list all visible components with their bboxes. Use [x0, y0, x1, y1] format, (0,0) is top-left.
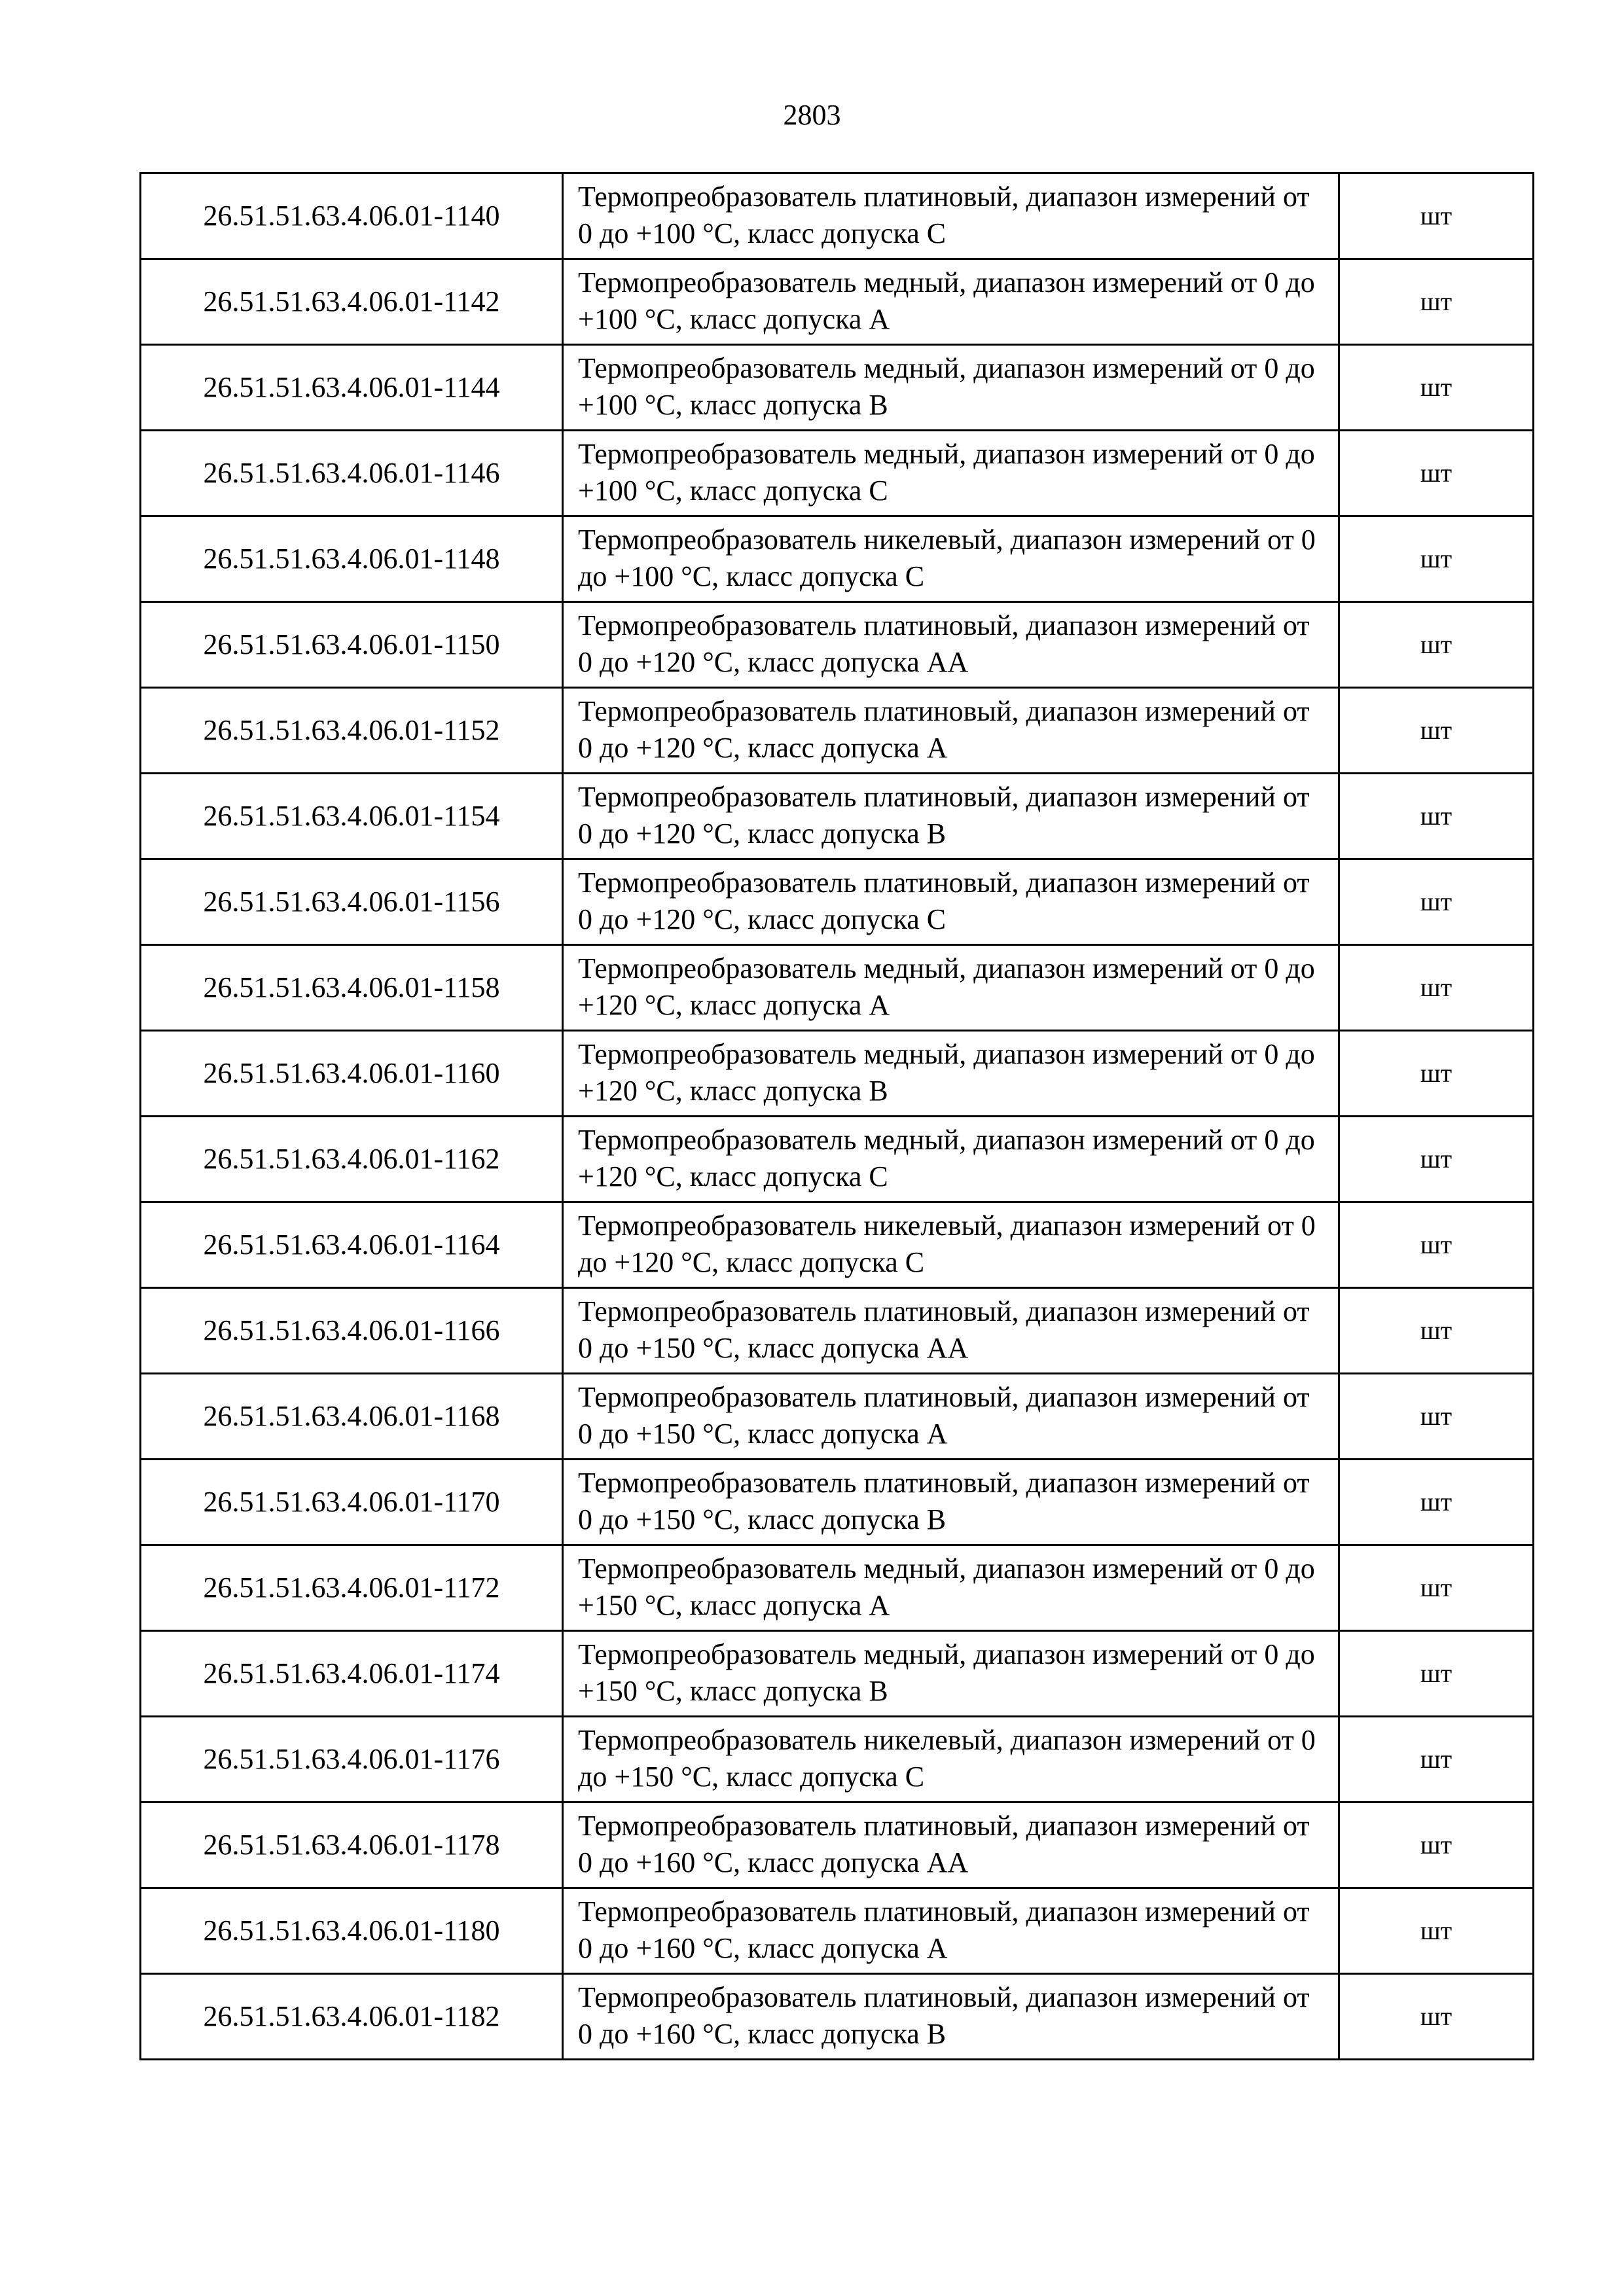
table-row: [141, 1031, 1534, 1117]
unit-cell: шт: [1339, 173, 1534, 259]
name-cell: Термопреобразователь медный, диапазон измерений от 0 до +120 °C, класс допуска A: [563, 945, 1339, 1031]
table-row: [141, 688, 1534, 774]
table-row: [141, 345, 1534, 431]
code-cell: 26.51.51.63.4.06.01-1158: [141, 945, 563, 1031]
code-cell: 26.51.51.63.4.06.01-1150: [141, 602, 563, 688]
name-cell: Термопреобразователь платиновый, диапазон измерений от 0 до +160 °C, класс допуска AA: [563, 1803, 1339, 1888]
table-row: [141, 1631, 1534, 1717]
unit-cell: шт: [1339, 1717, 1534, 1803]
name-cell: Термопреобразователь никелевый, диапазон измерений от 0 до +150 °C, класс допуска C: [563, 1717, 1339, 1803]
code-cell: 26.51.51.63.4.06.01-1152: [141, 688, 563, 774]
name-cell: Термопреобразователь никелевый, диапазон измерений от 0 до +100 °C, класс допуска C: [563, 516, 1339, 602]
table-row: [141, 516, 1534, 602]
code-cell: 26.51.51.63.4.06.01-1142: [141, 259, 563, 345]
code-cell: 26.51.51.63.4.06.01-1144: [141, 345, 563, 431]
name-cell: Термопреобразователь медный, диапазон измерений от 0 до +150 °C, класс допуска A: [563, 1545, 1339, 1631]
name-cell: Термопреобразователь медный, диапазон измерений от 0 до +100 °C, класс допуска C: [563, 431, 1339, 516]
name-cell: Термопреобразователь платиновый, диапазон измерений от 0 до +120 °C, класс допуска C: [563, 859, 1339, 945]
unit-cell: шт: [1339, 688, 1534, 774]
table-row: [141, 1288, 1534, 1374]
table-row: [141, 859, 1534, 945]
name-cell: Термопреобразователь платиновый, диапазон измерений от 0 до +120 °C, класс допуска AA: [563, 602, 1339, 688]
name-cell: Термопреобразователь платиновый, диапазон измерений от 0 до +150 °C, класс допуска AA: [563, 1288, 1339, 1374]
code-cell: 26.51.51.63.4.06.01-1172: [141, 1545, 563, 1631]
unit-cell: шт: [1339, 859, 1534, 945]
table-body: [141, 173, 1534, 2060]
name-cell: Термопреобразователь медный, диапазон измерений от 0 до +120 °C, класс допуска C: [563, 1117, 1339, 1202]
code-cell: 26.51.51.63.4.06.01-1174: [141, 1631, 563, 1717]
code-cell: 26.51.51.63.4.06.01-1180: [141, 1888, 563, 1974]
code-cell: 26.51.51.63.4.06.01-1176: [141, 1717, 563, 1803]
name-cell: Термопреобразователь платиновый, диапазон измерений от 0 до +120 °C, класс допуска B: [563, 774, 1339, 859]
name-cell: Термопреобразователь медный, диапазон измерений от 0 до +100 °C, класс допуска A: [563, 259, 1339, 345]
code-cell: 26.51.51.63.4.06.01-1160: [141, 1031, 563, 1117]
code-cell: 26.51.51.63.4.06.01-1148: [141, 516, 563, 602]
code-cell: 26.51.51.63.4.06.01-1170: [141, 1460, 563, 1545]
unit-cell: шт: [1339, 602, 1534, 688]
unit-cell: шт: [1339, 1631, 1534, 1717]
table-row: [141, 1117, 1534, 1202]
unit-cell: шт: [1339, 1374, 1534, 1460]
name-cell: Термопреобразователь медный, диапазон измерений от 0 до +150 °C, класс допуска B: [563, 1631, 1339, 1717]
code-cell: 26.51.51.63.4.06.01-1182: [141, 1974, 563, 2060]
unit-cell: шт: [1339, 1031, 1534, 1117]
unit-cell: шт: [1339, 1202, 1534, 1288]
unit-cell: шт: [1339, 1288, 1534, 1374]
table-row: [141, 774, 1534, 859]
unit-cell: шт: [1339, 1460, 1534, 1545]
name-cell: Термопреобразователь платиновый, диапазон измерений от 0 до +120 °C, класс допуска A: [563, 688, 1339, 774]
code-cell: 26.51.51.63.4.06.01-1168: [141, 1374, 563, 1460]
page-number: 2803: [783, 99, 841, 131]
table-row: [141, 1717, 1534, 1803]
table-row: [141, 1460, 1534, 1545]
table-row: [141, 1202, 1534, 1288]
unit-cell: шт: [1339, 774, 1534, 859]
name-cell: Термопреобразователь платиновый, диапазон измерений от 0 до +150 °C, класс допуска A: [563, 1374, 1339, 1460]
unit-cell: шт: [1339, 1803, 1534, 1888]
name-cell: Термопреобразователь медный, диапазон измерений от 0 до +100 °C, класс допуска B: [563, 345, 1339, 431]
name-cell: Термопреобразователь платиновый, диапазон измерений от 0 до +150 °C, класс допуска B: [563, 1460, 1339, 1545]
table-row: [141, 431, 1534, 516]
name-cell: Термопреобразователь платиновый, диапазон измерений от 0 до +160 °C, класс допуска A: [563, 1888, 1339, 1974]
table-row: [141, 1545, 1534, 1631]
items-table: [139, 172, 1534, 2060]
table-row: [141, 259, 1534, 345]
unit-cell: шт: [1339, 1117, 1534, 1202]
code-cell: 26.51.51.63.4.06.01-1178: [141, 1803, 563, 1888]
unit-cell: шт: [1339, 516, 1534, 602]
unit-cell: шт: [1339, 431, 1534, 516]
unit-cell: шт: [1339, 259, 1534, 345]
code-cell: 26.51.51.63.4.06.01-1156: [141, 859, 563, 945]
table-row: [141, 602, 1534, 688]
name-cell: Термопреобразователь никелевый, диапазон измерений от 0 до +120 °C, класс допуска C: [563, 1202, 1339, 1288]
code-cell: 26.51.51.63.4.06.01-1166: [141, 1288, 563, 1374]
table-row: [141, 945, 1534, 1031]
name-cell: Термопреобразователь платиновый, диапазон измерений от 0 до +100 °C, класс допуска C: [563, 173, 1339, 259]
table-row: [141, 1974, 1534, 2060]
unit-cell: шт: [1339, 1545, 1534, 1631]
unit-cell: шт: [1339, 945, 1534, 1031]
table-row: [141, 1374, 1534, 1460]
unit-cell: шт: [1339, 1888, 1534, 1974]
table-row: [141, 173, 1534, 259]
code-cell: 26.51.51.63.4.06.01-1146: [141, 431, 563, 516]
unit-cell: шт: [1339, 1974, 1534, 2060]
table-row: [141, 1803, 1534, 1888]
code-cell: 26.51.51.63.4.06.01-1164: [141, 1202, 563, 1288]
code-cell: 26.51.51.63.4.06.01-1154: [141, 774, 563, 859]
name-cell: Термопреобразователь медный, диапазон измерений от 0 до +120 °C, класс допуска B: [563, 1031, 1339, 1117]
unit-cell: шт: [1339, 345, 1534, 431]
table-row: [141, 1888, 1534, 1974]
code-cell: 26.51.51.63.4.06.01-1140: [141, 173, 563, 259]
code-cell: 26.51.51.63.4.06.01-1162: [141, 1117, 563, 1202]
name-cell: Термопреобразователь платиновый, диапазон измерений от 0 до +160 °C, класс допуска B: [563, 1974, 1339, 2060]
